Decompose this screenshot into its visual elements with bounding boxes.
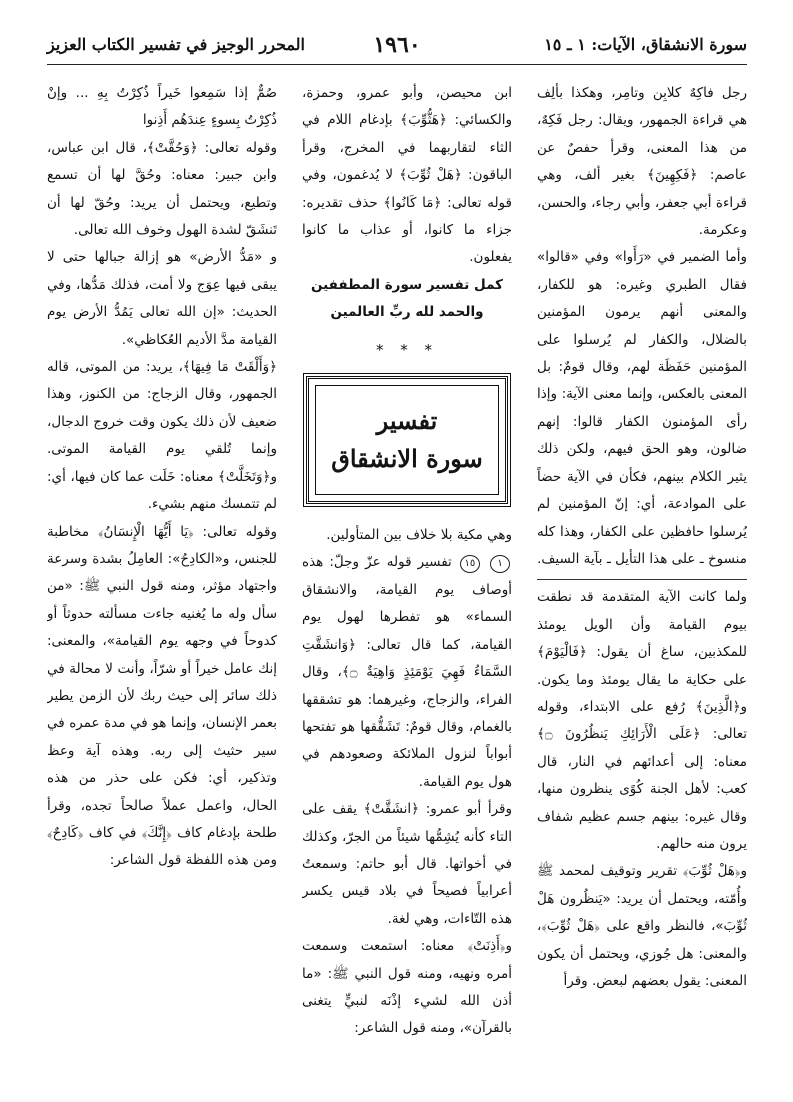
paragraph: رجل فاكِهٌ كلابِن وتامِر، وهكذا بألِف هي قراءة الجمهور، ويقال: رجل فَكِهٌ، من هذا المعنى، وقرأ حفصٌ عن عاصم: ﴿فَكِهِينَ﴾ بغير ألف، وهي قراءة أبي جعفر، وأبي رجاء، والحسن، وعكرمة. <box>537 85 747 239</box>
poem-verse: صُمٌّ إذا سَمِعوا خَيراً ذُكِرْتُ بِهِ ... وإنْ ذُكِرْتُ بِسوءٍ عِندَهُم أَذِنوا <box>47 85 277 129</box>
paragraph: وأما الضمير في «رَأَوا» وفي «قالوا» فقال الطبري وغيره: هو للكفار، والمعنى أنهم يرمون المؤمنين بالضلال، والكفار لم يُرسلوا على المؤمنين حَفَظَة لهم، وقال قومٌ: بل المعنى بالعكس، وإنما معنى الآية: وإذا رأى المؤمنون الكفار قالوا: إنهم ضالون، وهو الحق فيهم، ولكن ذلك يثير الكلام بينهم، فكأن في الآية حضاً على الموادعة، أي: إنّ المؤمنين لم يُرسلوا حافظين على الكفار، وهذا كله منسوخ ـ على هذا التأيل ـ بآية السيف. <box>537 249 747 567</box>
surah-end-praise: والحمد لله ربِّ العالمين <box>330 304 484 321</box>
paragraph <box>302 549 512 796</box>
paragraph: وقرأ أبو عمرو: ﴿انشَقَّتْ﴾ يقف على التاء كأنه يُشِمُّها شيئاً من الجرّ، وكذلك في أخواتها. قال أبو حاتم: وسمعتُ أعرابياً فصيحاً في بلاد قيس يكسر هذه التّاءات، وهي لغة. <box>302 801 512 927</box>
surah-intro: وهي مكية بلا خلاف بين المتأولين. <box>326 527 512 544</box>
page-number: ١٩٦٠ <box>373 32 421 58</box>
surah-title-line1: تفسير <box>376 406 438 436</box>
paragraph: وقوله تعالى: ﴿يَا أَيُّهَا الْإِنسَانُ﴾ مخاطبة للجنس، و«الكادِحُ»: العامِلُ بشدة وسرعة واجتهاد مؤثر، ومنه قول النبي ﷺ: «من سأل وله ما يُغنيه جاءت مسألته حدوثاً أو كدوحاً في وجهه يوم القيامة»، والمعنى: إنك عامل خيراً أو شرّاً، وأنت لا محالة في ذلك سائر إلى حيث ربك لأن الزمن يطير بعمر الإنسان، وإنما هو في مدة عمره في سير حثيث إلى ربه. وهذه آية وعظ وتذكير، أي: فكن على حذر من هذه الحال، واعمل عملاً صالحاً تجده، وقرأ طلحة بإدغام كاف ﴿إِنَّكَ﴾ في كاف ﴿كَادِحٌ﴾ ومن هذه اللفظة قول الشاعر: <box>47 523 277 869</box>
verse-end-badge: ١٥ <box>460 555 480 573</box>
divider <box>537 579 747 580</box>
surah-title-frame <box>315 385 499 495</box>
surah-title-line2: سورة الانشقاق <box>331 444 483 474</box>
paragraph: ابن محيصن، وأبو عمرو، وحمزة، والكسائي: ﴿هَثُّوِّبَ﴾ بإدغام اللام في الثاء لتقاربهما في المخرج، وقرأ الباقون: ﴿هَلْ ثُوِّبَ﴾ لا يُدغمون، وفي قوله تعالى: ﴿مَا كَانُوا﴾ حذف تقديره: جزاء ما كانوا، أو عذاب ما كانوا يفعلون. <box>302 85 512 266</box>
paragraph: ولما كانت الآية المتقدمة قد نطقت بيوم القيامة وأن الويل يومئذ للمكذبين، ساغ أن يقول: ﴿فَالْيَوْمَ﴾ على حكاية ما يقال يومئذ وما يكون. و﴿الَّذِينَ﴾ رُفع على الابتداء، وقوله تعالى: ﴿عَلَى الْأَرَائِكِ يَنظُرُونَ ۝﴾ معناه: إلى أعدائهم في النار، قال كعب: لأهل الجنة كُوًى ينظرون منها، وقال غيره: بينهم جسم عظيم شفاف يرون منه حالهم. <box>537 589 747 852</box>
running-header <box>47 30 747 65</box>
header-surah-info: سورة الانشقاق، الآيات: ١ ـ ١٥ <box>544 35 747 54</box>
paragraph: و﴿أَذِنَتْ﴾ معناه: استمعت وسمعت أمره ونهيه، ومنه قول النبي ﷺ: «ما أذن الله لشيء إذْنَه لنبيٍّ يتغنى بالقرآن»، ومنه قول الشاعر: <box>302 938 512 1037</box>
verse-start-badge: ١ <box>490 555 510 573</box>
column-left <box>47 80 277 1080</box>
paragraph-text: تفسير قوله عزّ وجلّ: هذه أوصاف يوم القيامة، والانشقاق السماء» هو تفطرها لهول يوم القيامة، كما قال تعالى: ﴿وَانشَقَّتِ السَّمَاءُ فَهِيَ يَوْمَئِذٍ وَاهِيَةٌ ۝﴾، وقال الفراء، والزجاج، وغيرهما: هو تشققها بالغمام، وقال قومٌ: تَشَقُّقها هو تفتحها أبواباً لنزول الملائكة وصعودهم في هول يوم القيامة. <box>302 554 512 790</box>
paragraph: و «مَدُّ الأرض» هو إزالة جبالها حتى لا يبقى فيها عِوَج ولا أمت، فذلك مَدُّها، وفي الحديث: «إن الله تعالى يَمُدُّ الأرض يوم القيامة مدَّ الأديم العُكاظي». <box>47 249 277 348</box>
section-stars: * * * <box>375 340 439 359</box>
paragraph: ﴿وَأَلْقَتْ مَا فِيهَا﴾، يريد: من الموتى، قاله الجمهور، وقال الزجاج: من الكنوز، وهذا ضعيف لأن ذلك يكون وقت خروج الدجال، وإنما تُلقي يوم القيامة الموتى. و﴿وَتَخَلَّتْ﴾ معناه: خَلَت عما كان فيها، أي: لم تتمسك منهم بشيء. <box>47 359 277 513</box>
surah-end-note: كمل تفسير سورة المطففين <box>311 276 503 293</box>
paragraph: و﴿هَلْ ثُوِّبَ﴾ تقرير وتوقيف لمحمد ﷺ وأُمّته، ويحتمل أن يريد: «يَنظُرون هَلْ ثُوِّبَ»، فالنظر واقع على ﴿هَلْ ثُوِّبَ﴾، والمعنى: هل جُوزي، ويحتمل أن يكون المعنى: يقول بعضهم لبعض. وقرأ <box>537 863 747 989</box>
column-middle <box>302 80 512 1080</box>
surah-title-box <box>306 376 508 504</box>
paragraph: وقوله تعالى: ﴿وَحُقَّتْ﴾، قال ابن عباس، وابن جبير: معناه: وحُقَّ لها أن تسمع وتطيع، ويحتمل أن يريد: وحُقّ لها أن تَنشَقّ لشدة الهول وخوف الله تعالى. <box>47 139 277 239</box>
text-columns <box>47 80 747 1080</box>
column-right <box>537 80 747 1080</box>
header-book-title: المحرر الوجيز في تفسير الكتاب العزيز <box>47 35 305 54</box>
